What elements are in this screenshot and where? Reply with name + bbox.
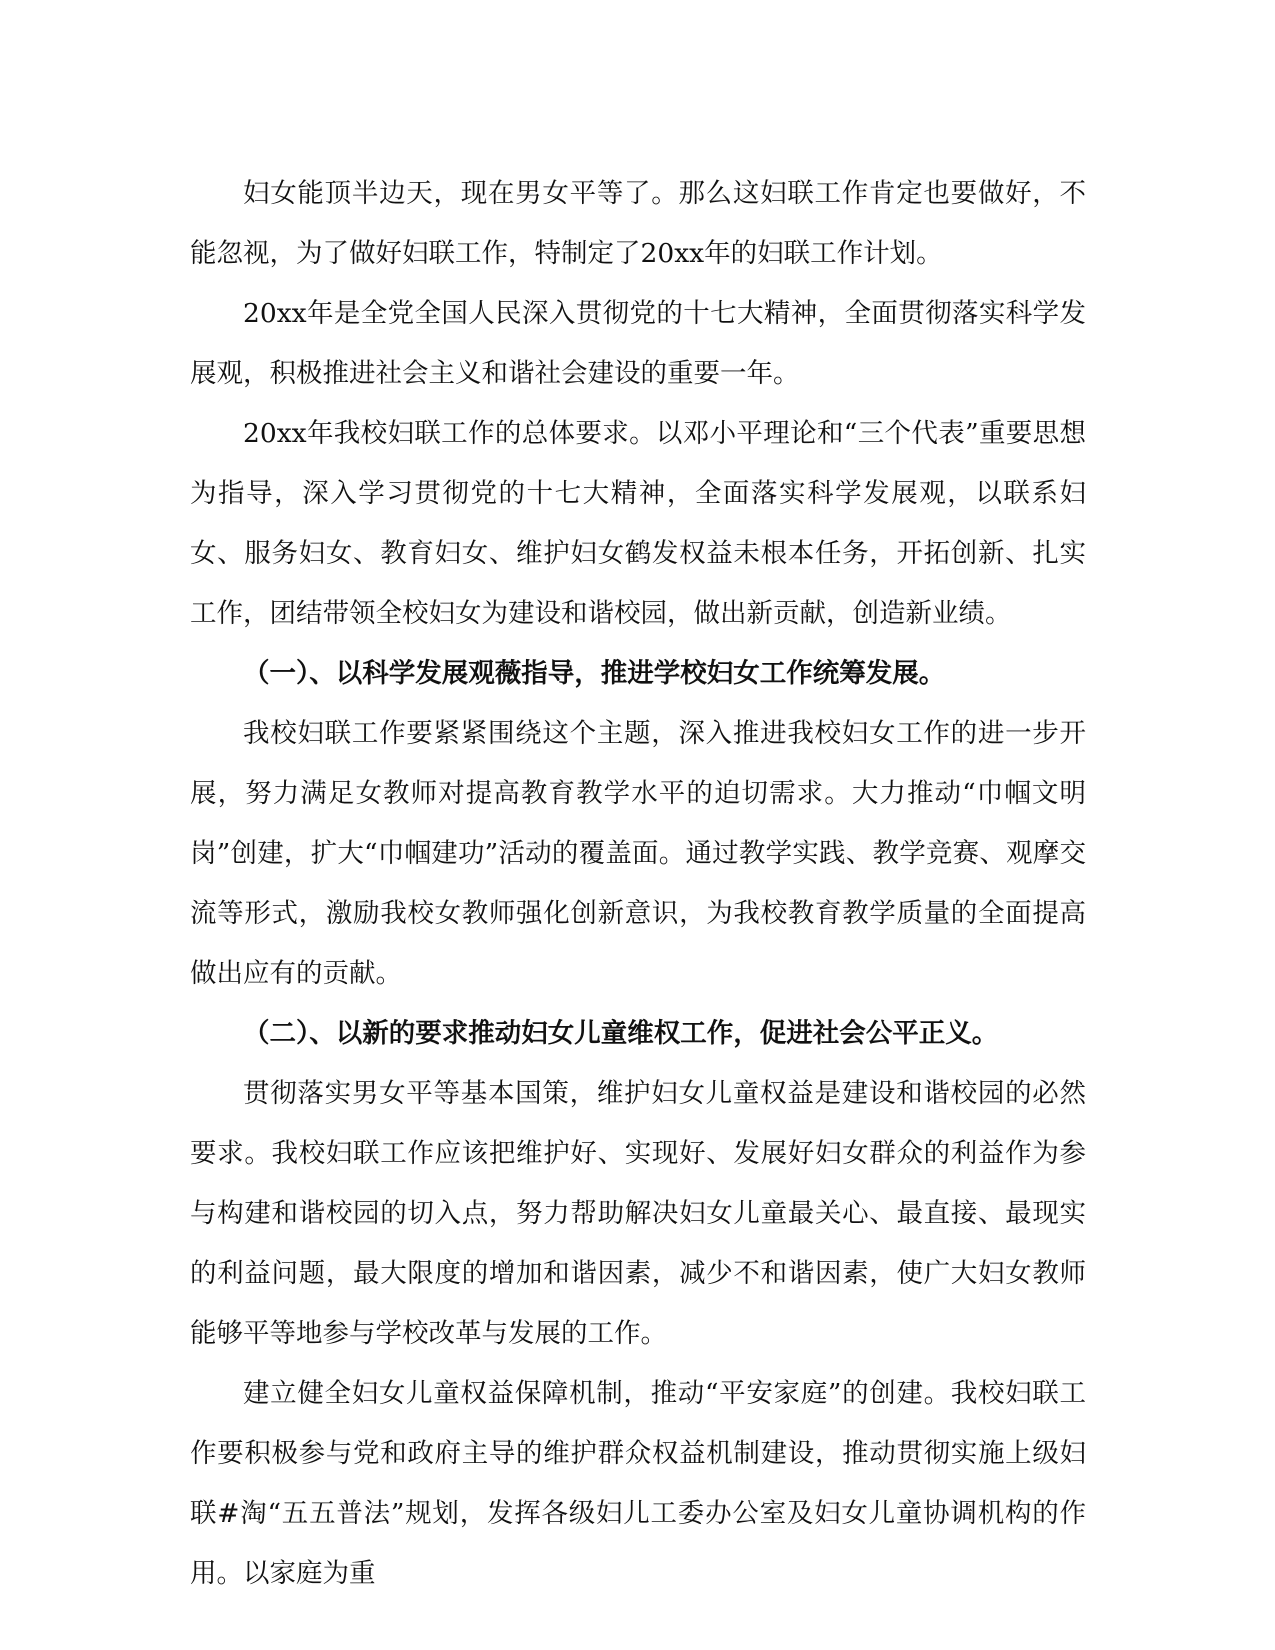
section-heading-1: （一）、以科学发展观薇指导，推进学校妇女工作统筹发展。 [243, 658, 946, 689]
document-body [190, 164, 1086, 1604]
paragraph-rights-mechanism: 建立健全妇女儿童权益保障机制，推动“平安家庭”的创建。我校妇联工作要积极参与党和政府主导的维护群众权益机制建设，推动贯彻实施上级妇联#淘“五五普法”规划，发挥各级妇儿工委办公室及妇女儿童协调机构的作用。以家庭为重 [190, 1378, 1086, 1589]
paragraph-general-requirements: 20xx年我校妇联工作的总体要求。以邓小平理论和“三个代表”重要思想为指导，深入学习贯彻党的十七大精神，全面落实科学发展观，以联系妇女、服务妇女、教育妇女、维护妇女鹤发权益未根本任务，开拓创新、扎实工作，团结带领全校妇女为建设和谐校园，做出新贡献，创造新业绩。 [190, 418, 1086, 629]
paragraph-section-1: 我校妇联工作要紧紧围绕这个主题，深入推进我校妇女工作的进一步开展，努力满足女教师对提高教育教学水平的迫切需求。大力推动“巾帼文明岗”创建，扩大“巾帼建功”活动的覆盖面。通过教学实践、教学竞赛、观摩交流等形式，激励我校女教师强化创新意识，为我校教育教学质量的全面提高做出应有的贡献。 [190, 718, 1086, 989]
section-heading-2: （二）、以新的要求推动妇女儿童维权工作，促进社会公平正义。 [243, 1018, 999, 1049]
paragraph-intro: 妇女能顶半边天，现在男女平等了。那么这妇联工作肯定也要做好，不能忽视，为了做好妇联工作，特制定了20xx年的妇联工作计划。 [190, 178, 1086, 269]
paragraph-year-overview: 20xx年是全党全国人民深入贯彻党的十七大精神，全面贯彻落实科学发展观，积极推进社会主义和谐社会建设的重要一年。 [190, 298, 1086, 389]
paragraph-section-2: 贯彻落实男女平等基本国策，维护妇女儿童权益是建设和谐校园的必然要求。我校妇联工作应该把维护好、实现好、发展好妇女群众的利益作为参与构建和谐校园的切入点，努力帮助解决妇女儿童最关心、最直接、最现实的利益问题，最大限度的增加和谐因素，减少不和谐因素，使广大妇女教师能够平等地参与学校改革与发展的工作。 [190, 1078, 1086, 1349]
